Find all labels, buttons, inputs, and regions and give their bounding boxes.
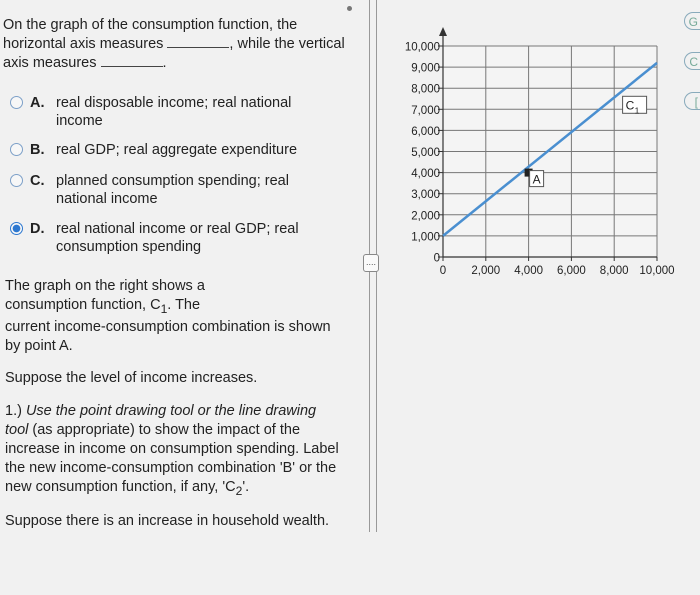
point-a-label: A [532, 172, 541, 187]
graph-intro: The graph on the right shows a consumption function, $C_1$. The [5, 278, 205, 316]
side-icon-3[interactable]: [ [684, 92, 700, 110]
c1-label: C [625, 98, 635, 113]
x-tick-label: 0 [439, 265, 447, 277]
option-a-text: real disposable income; real national income [56, 95, 292, 129]
point-a-text: current income-consumption combination is shown by point A. [5, 319, 331, 354]
divider-handle[interactable]: .... [363, 254, 379, 272]
y-tick-label: 8,000 [411, 83, 440, 96]
y-tick-label: 7,000 [411, 104, 440, 117]
y-tick-label: 1,000 [411, 231, 440, 244]
option-d-text: real national income or real GDP; real consumption spending [56, 221, 299, 255]
y-tick-label: 2,000 [411, 210, 440, 223]
instruction-text: 1.) Use the point drawing tool or the line drawing tool (as appropriate) to show the impact of the increase in income on consumption spending. Label the new income-consumption combination 'B' or the new consumption function, if any, '$C_2$'. [5, 403, 339, 498]
option-b[interactable]: B. real GDP; real aggregate expenditure [10, 141, 330, 159]
wealth-text: Suppose there is an increase in household wealth. [5, 513, 330, 529]
y-tick-label: 9,000 [411, 62, 440, 75]
x-tick-label: 10,000 [639, 265, 675, 277]
option-b-text: real GDP; real aggregate expenditure [56, 142, 298, 158]
question-text: On the graph of the consumption function, the horizontal axis measures , while the vertical axis measures . [3, 17, 345, 71]
y-axis-arrow [439, 27, 447, 36]
option-d[interactable]: D. real national income or real GDP; real consumption spending [10, 220, 330, 256]
x-tick-label: 2,000 [471, 265, 501, 277]
income-increase-text: Suppose the level of income increases. [5, 370, 258, 386]
x-tick-label: 8,000 [599, 265, 629, 277]
y-tick-label: 6,000 [411, 125, 440, 138]
option-c[interactable]: C. planned consumption spending; real national income [10, 172, 330, 208]
y-tick-label: 10,000 [404, 41, 440, 54]
y-tick-label: 5,000 [411, 147, 440, 159]
y-tick-label: 0 [433, 252, 440, 265]
option-a[interactable]: A. real disposable income; real national income [10, 94, 330, 130]
side-icon-2[interactable]: C [684, 52, 700, 70]
c1-label-sub: 1 [634, 105, 640, 116]
x-tick-label: 4,000 [514, 265, 543, 277]
option-c-text: planned consumption spending; real national income [56, 173, 289, 207]
y-tick-label: 4,000 [411, 168, 440, 181]
x-tick-label: 6,000 [557, 265, 586, 277]
y-tick-label: 3,000 [411, 189, 440, 202]
side-icon-1[interactable]: G [684, 12, 700, 30]
